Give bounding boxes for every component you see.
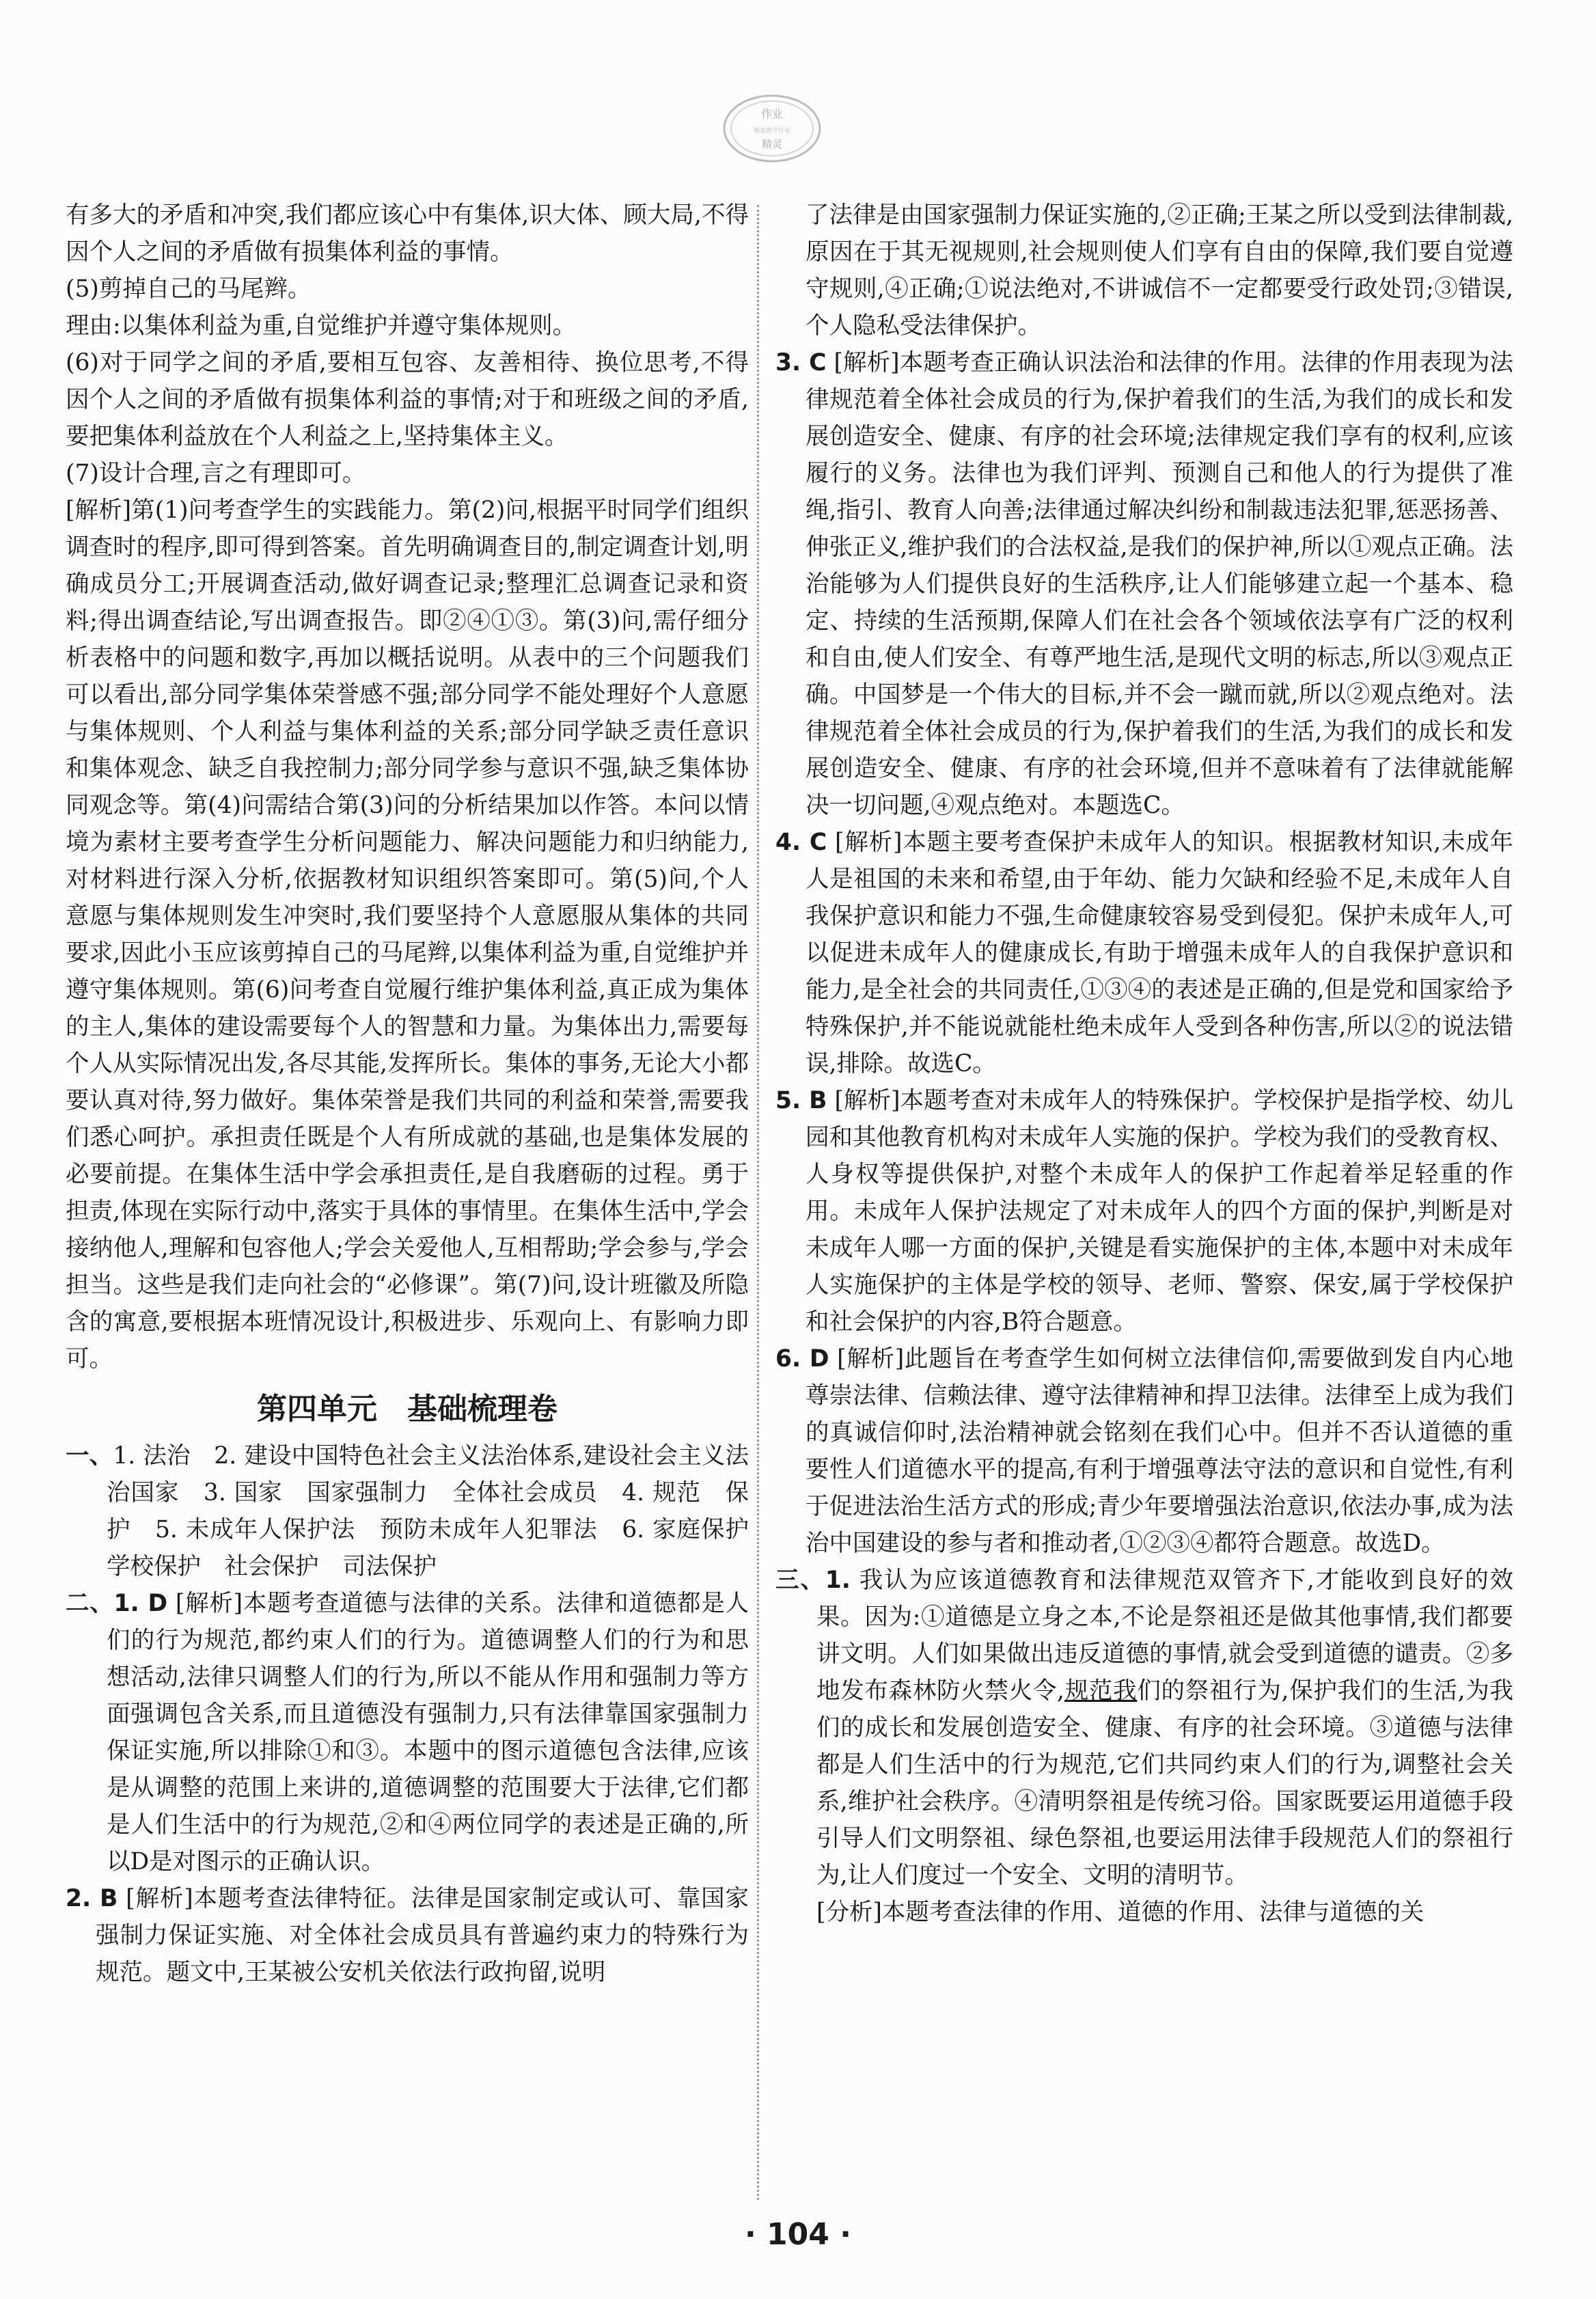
question-2 [66, 1880, 749, 1991]
right-column [775, 197, 1513, 1931]
logo-text-top: 作业 [760, 107, 784, 120]
part-three-text-b: 们的祭祖行为,保护我们的生活,为我们的成长和发展创造安全、健康、有序的社会环境。③道德与法律都是人们生活中的行为规范,它们共同约束人们的行为,调整社会关系,维护社会秩序。④清明祭祖是传统习俗。国家既要运用道德手段引导人们文明祭祖、绿色祭祖,也要运用法律手段规范人们的祭祖行为,让人们度过一个安全、文明的清明节。 [816, 1677, 1513, 1889]
logo-text-bot: 精灵 [761, 138, 783, 150]
question-2-continued: 了法律是由国家强制力保证实施的,②正确;王某之所以受到法律制裁,原因在于其无视规则,社会规则使人们享有自由的保障,我们要自觉遵守规则,④正确;①说法绝对,不讲诚信不一定都要受行政处罚;③错误,个人隐私受法律保护。 [806, 202, 1513, 340]
part-three-head: 三、1. [775, 1567, 851, 1594]
question-4-head: 4. C [775, 829, 827, 856]
answer-para-6: (6)对于同学之间的矛盾,要相互包容、友善相待、换位思考,不得因个人之间的矛盾做有损集体利益的事情;对于和班级之间的矛盾,要把集体利益放在个人利益之上,坚持集体主义。 [66, 349, 749, 450]
answer-para-7: (7)设计合理,言之有理即可。 [66, 460, 366, 487]
section-title: 第四单元 基础梳理卷 [257, 1392, 558, 1427]
question-5 [775, 1082, 1513, 1340]
question-2-head: 2. B [66, 1885, 118, 1912]
part-three-text-a: 我认为应该道德教育和法律规范双管齐下,才能收到良好的效果。因为:①道德是立身之本,不论是祭祖还是做其他事情,我们都要讲文明。人们如果做出违反道德的事情,就会受到道德的谴责。②多地发布森林防火禁火令, [816, 1567, 1513, 1705]
part-three-analysis: [分析]本题考查法律的作用、道德的作用、法律与道德的关 [816, 1899, 1425, 1926]
page-number: · 104 · [745, 2217, 851, 2252]
column-divider [757, 205, 759, 2200]
question-1-text: [解析]本题考查道德与法律的关系。法律和道德都是人们的行为规范,都约束人们的行为。道德调整人们的行为和思想活动,法律只调整人们的行为,所以不能从作用和强制力等方面强调包含关系,而且道德没有强制力,只有法律靠国家强制力保证实施,所以排除①和③。本题中的图示道德包含法律,应该是从调整的范围上来讲的,道德调整的范围要大于法律,它们都是人们生活中的行为规范,②和④两位同学的表述是正确的,所以D是对图示的正确认识。 [107, 1590, 749, 1875]
logo-text-mid: 精准教学作业 [753, 128, 791, 135]
question-4 [775, 824, 1513, 1082]
question-3-head: 3. C [775, 349, 827, 376]
question-5-text: [解析]本题考查对未成年人的特殊保护。学校保护是指学校、幼儿园和其他教育机构对未成年人实施的保护。学校为我们的受教育权、人身权等提供保护,对整个未成年人的保护工作起着举足轻重的作用。未成年人保护法规定了对未成年人的四个方面的保护,判断是对未成年人哪一方面的保护,关键是看实施保护的主体,本题中对未成年人实施保护的主体是学校的领导、老师、警察、保安,属于学校保护和社会保护的内容,B符合题意。 [806, 1087, 1514, 1336]
answer-para-5: (5)剪掉自己的马尾辫。 [66, 275, 312, 303]
question-1 [66, 1585, 749, 1880]
answer-reason: 理由:以集体利益为重,自觉维护并遵守集体规则。 [66, 312, 577, 340]
part-three-answer [775, 1562, 1513, 1894]
question-3-text: [解析]本题考查正确认识法治和法律的作用。法律的作用表现为法律规范着全体社会成员的行为,保护着我们的生活,为我们的成长和发展创造安全、健康、有序的社会环境;法律规定我们享有的权利,应该履行的义务。法律也为我们评判、预测自己和他人的行为提供了准绳,指引、教育人向善;法律通过解决纠纷和制裁违法犯罪,惩恶扬善、伸张正义,维护我们的合法权益,是我们的保护神,所以①观点正确。法治能够为人们提供良好的生活秩序,让人们能够建立起一个基本、稳定、持续的生活预期,保障人们在社会各个领域依法享有广泛的权利和自由,使人们安全、有尊严地生活,是现代文明的标志,所以③观点正确。中国梦是一个伟大的目标,并不会一蹴而就,所以②观点绝对。法律规范着全体社会成员的行为,保护着我们的生活,为我们的成长和发展创造安全、健康、有序的社会环境,但并不意味着有了法律就能解决一切问题,④观点绝对。本题选C。 [806, 349, 1513, 819]
answer-para-1: 有多大的矛盾和冲突,我们都应该心中有集体,识大体、顾大局,不得因个人之间的矛盾做有损集体利益的事情。 [66, 202, 749, 266]
question-4-text: [解析]本题主要考查保护未成年人的知识。根据教材知识,未成年人是祖国的未来和希望,由于年幼、能力欠缺和经验不足,未成年人自我保护意识和能力不强,生命健康较容易受到侵犯。保护未成年人,可以促进未成年人的健康成长,有助于增强未成年人的自我保护意识和能力,是全社会的共同责任,①③④的表述是正确的,但是党和国家给予特殊保护,并不能说就能杜绝未成年人受到各种伤害,所以②的说法错误,排除。故选C。 [806, 829, 1513, 1077]
question-5-head: 5. B [775, 1087, 827, 1114]
left-column [66, 197, 773, 1991]
analysis-block: [解析]第(1)问考查学生的实践能力。第(2)问,根据平时同学们组织调查时的程序,即可得到答案。首先明确调查目的,制定调查计划,明确成员分工;开展调查活动,做好调查记录;整理汇总调查记录和资料;得出调查结论,写出调查报告。即②④①③。第(3)问,需仔细分析表格中的问题和数字,再加以概括说明。从表中的三个问题我们可以看出,部分同学集体荣誉感不强;部分同学不能处理好个人意愿与集体规则、个人利益与集体利益的关系;部分同学缺乏责任意识和集体观念、缺乏自我控制力;部分同学参与意识不强,缺乏集体协同观念等。第(4)问需结合第(3)问的分析结果加以作答。本问以情境为素材主要考查学生分析问题能力、解决问题能力和归纳能力,对材料进行深入分析,依据教材知识组织答案即可。第(5)问,个人意愿与集体规则发生冲突时,我们要坚持个人意愿服从集体的共同要求,因此小玉应该剪掉自己的马尾辫,以集体利益为重,自觉维护并遵守集体规则。第(6)问考查自觉履行维护集体利益,真正成为集体的主人,集体的建设需要每个人的智慧和力量。为集体出力,需要每个人从实际情况出发,各尽其能,发挥所长。集体的事务,无论大小都要认真对待,努力做好。集体荣誉是我们共同的利益和荣誉,需要我们悉心呵护。承担责任既是个人有所成就的基础,也是集体发展的必要前提。在集体生活中学会承担责任,是自我磨砺的过程。勇于担责,体现在实际行动中,落实于具体的事情里。在集体生活中,学会接纳他人,理解和包容他人;学会关爱他人,互相帮助;学会参与,学会担当。这些是我们走向社会的“必修课”。第(7)问,设计班徽及所隐含的寓意,要根据本班情况设计,积极进步、乐观向上、有影响力即可。 [66, 497, 749, 1373]
question-3 [775, 344, 1513, 824]
part-one-answers [66, 1437, 773, 1585]
question-1-head: 二、1. D [66, 1590, 168, 1617]
part-one-head: 一、 [66, 1442, 113, 1470]
homework-elf-logo [717, 87, 827, 169]
question-6 [775, 1340, 1513, 1562]
part-one-text: 1. 法治 2. 建设中国特色社会主义法治体系,建设社会主义法治国家 3. 国家 国家强制力 全体社会成员 4. 规范 保护 5. 未成年人保护法 预防未成年人犯罪法 6. 家庭保护 学校保护 社会保护 司法保护 [107, 1442, 773, 1580]
part-three-underlined: 规范我 [1064, 1677, 1138, 1705]
question-2-text: [解析]本题考查法律特征。法律是国家制定或认可、靠国家强制力保证实施、对全体社会成员具有普遍约束力的特殊行为规范。题文中,王某被公安机关依法行政拘留,说明 [96, 1885, 749, 1986]
question-6-text: [解析]此题旨在考查学生如何树立法律信仰,需要做到发自内心地尊崇法律、信赖法律、遵守法律精神和捍卫法律。法律至上成为我们的真诚信仰时,法治精神就会铭刻在我们心中。但并不否认道德的重要性人们道德水平的提高,有利于增强尊法守法的意识和自觉性,有利于促进法治生活方式的形成;青少年要增强法治意识,依法办事,成为法治中国建设的参与者和推动者,①②③④都符合题意。故选D。 [806, 1345, 1514, 1557]
question-6-head: 6. D [775, 1345, 829, 1373]
